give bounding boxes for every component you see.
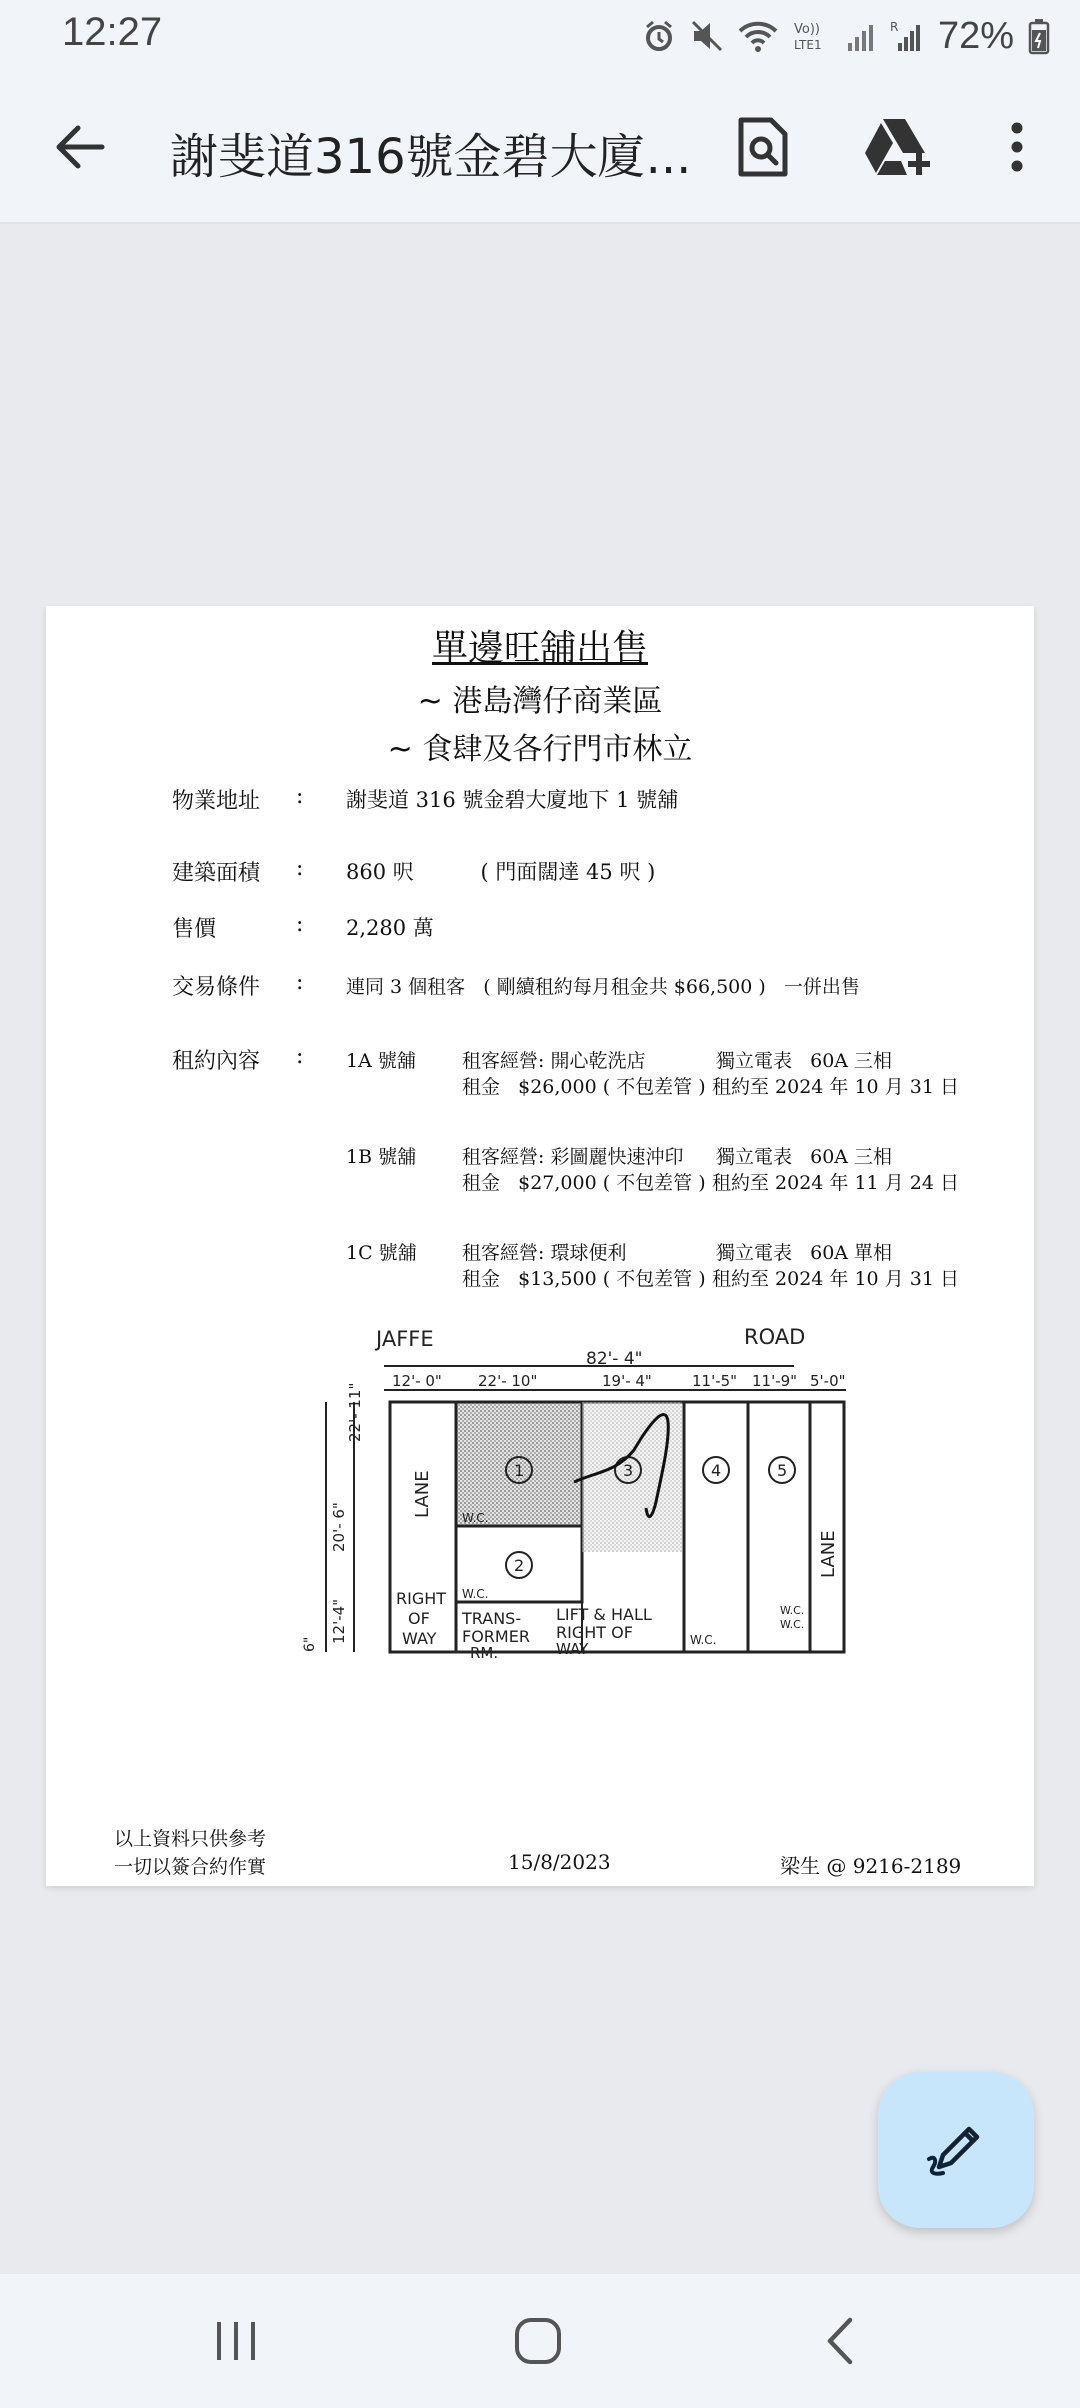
height-label: 12'-4" (330, 1598, 348, 1644)
width-label: 12'- 0" (392, 1372, 442, 1390)
battery-percent: 72% (937, 14, 1014, 57)
row-label-terms: 交易條件 (172, 975, 261, 1000)
lease-rent: 租金 $13,500 ( 不包差管 ) (462, 1268, 706, 1290)
lease-expiry: 租約至 2024 年 10 月 31 日 (712, 1076, 959, 1098)
lease-expiry: 租約至 2024 年 10 月 31 日 (712, 1268, 959, 1290)
status-icons (642, 12, 1050, 60)
footer-contact: 梁生 @ 9216-2189 (780, 1854, 962, 1878)
svg-text:R: R (889, 20, 899, 34)
status-time: 12:27 (62, 10, 163, 54)
svg-text:Vo)): Vo)) (793, 22, 820, 37)
height-label: 22'- 11" (346, 1382, 364, 1442)
lease-expiry: 租約至 2024 年 11 月 24 日 (712, 1172, 959, 1194)
wc-label: W.C. (780, 1618, 805, 1631)
lease-tenant: 租客經營: 彩圖麗快速沖印 (462, 1146, 684, 1168)
lane-label: LANE (412, 1470, 433, 1518)
lease-shop: 1B 號舖 (346, 1146, 417, 1168)
height-label: 6" (302, 1636, 318, 1652)
lift-hall-label: WAY (556, 1640, 589, 1658)
system-nav-bar (0, 2274, 1080, 2408)
transformer-label: FORMER (462, 1627, 530, 1646)
width-label: 5'-0" (810, 1372, 846, 1390)
lease-shop: 1A 號舖 (346, 1050, 416, 1072)
lease-tenant: 租客經營: 開心乾洗店 (462, 1050, 646, 1072)
row-colon: : (296, 912, 304, 937)
back-nav-button[interactable] (780, 2294, 900, 2388)
recent-apps-icon (213, 2318, 259, 2364)
row-value-address: 謝斐道 316 號金碧大廈地下 1 號舖 (346, 788, 679, 812)
back-arrow-icon (52, 120, 106, 174)
footer-date: 15/8/2023 (508, 1850, 611, 1874)
floor-plan (256, 1322, 866, 1662)
mute-icon (690, 19, 724, 53)
lane-label: LANE (818, 1530, 839, 1578)
row-label-area: 建築面積 (172, 861, 261, 886)
back-chevron-icon (820, 2316, 860, 2366)
total-width-label: 82'- 4" (586, 1349, 643, 1369)
road-label-left: JAFFE (376, 1327, 434, 1351)
lift-hall-label: LIFT & HALL (556, 1605, 652, 1624)
lease-rent: 租金 $26,000 ( 不包差管 ) (462, 1076, 706, 1098)
more-vertical-icon (1010, 121, 1024, 173)
footer-note-2: 一切以簽合約作實 (114, 1856, 267, 1878)
signal-icon (846, 19, 876, 53)
document-title: 單邊旺舖出售 (431, 628, 648, 669)
wc-label: W.C. (462, 1511, 489, 1525)
status-bar (0, 0, 1080, 72)
transformer-label: TRANS- (462, 1609, 522, 1628)
row-value-price: 2,280 萬 (346, 916, 434, 940)
unit-number: 2 (514, 1556, 525, 1575)
home-icon (513, 2316, 563, 2366)
pen-edit-icon (925, 2119, 987, 2181)
row-value-area: 860 呎 ( 門面闊達 45 呎 ) (346, 860, 656, 884)
right-of-way-label: OF (408, 1609, 430, 1628)
drive-add-icon (863, 117, 933, 177)
more-options-button[interactable] (974, 104, 1060, 190)
recent-apps-button[interactable] (176, 2294, 296, 2388)
road-label-right: ROAD (744, 1325, 806, 1349)
lease-tenant: 租客經營: 環球便利 (462, 1242, 627, 1264)
right-of-way-label: RIGHT (396, 1589, 447, 1608)
app-bar (0, 72, 1080, 224)
wc-label: W.C. (462, 1587, 489, 1601)
row-label-address: 物業地址 (172, 789, 261, 814)
wc-label: W.C. (780, 1604, 805, 1617)
lease-rent: 租金 $27,000 ( 不包差管 ) (462, 1172, 706, 1194)
lease-shop: 1C 號舖 (346, 1242, 417, 1264)
transformer-label: RM. (470, 1644, 499, 1662)
unit-number: 3 (623, 1461, 634, 1480)
row-label-lease: 租約內容 (172, 1049, 261, 1074)
annotate-button[interactable] (878, 2072, 1034, 2228)
row-colon: : (296, 970, 304, 995)
row-colon: : (296, 856, 304, 881)
unit-number: 5 (777, 1461, 788, 1480)
svg-text:LTE1: LTE1 (793, 38, 822, 52)
document-page (46, 606, 1034, 1886)
row-colon: : (296, 784, 304, 809)
row-colon: : (296, 1044, 304, 1069)
wifi-icon (738, 19, 778, 53)
width-label: 22'- 10" (478, 1372, 538, 1390)
signal-roaming-icon (890, 19, 924, 53)
lease-meter: 獨立電表 60A 單相 (716, 1242, 893, 1264)
unit-number: 1 (514, 1461, 525, 1480)
battery-icon (1028, 18, 1050, 54)
width-label: 11'-5" (692, 1372, 738, 1390)
page-title: 謝斐道316號金碧大廈... (170, 129, 692, 185)
back-button[interactable] (36, 104, 122, 190)
home-button[interactable] (478, 2294, 598, 2388)
document-subtitle-1: ~ 港島灣仔商業區 (417, 684, 663, 719)
search-document-icon (735, 116, 791, 178)
wc-label: W.C. (690, 1633, 717, 1647)
width-label: 11'-9" (752, 1372, 798, 1390)
width-label: 19'- 4" (602, 1372, 652, 1390)
find-in-document-button[interactable] (720, 104, 806, 190)
row-label-price: 售價 (172, 917, 217, 942)
add-to-drive-button[interactable] (855, 104, 941, 190)
volte-icon (792, 19, 832, 53)
document-subtitle-2: ~ 食肆及各行門市林立 (387, 732, 693, 767)
lease-meter: 獨立電表 60A 三相 (716, 1146, 893, 1168)
height-label: 20'- 6" (330, 1502, 348, 1552)
row-value-terms: 連同 3 個租客 ( 剛續租約每月租金共 $66,500 ) 一併出售 (346, 976, 860, 998)
footer-note-1: 以上資料只供參考 (114, 1828, 267, 1850)
unit-number: 4 (711, 1461, 722, 1480)
right-of-way-label: WAY (402, 1629, 437, 1648)
lease-meter: 獨立電表 60A 三相 (716, 1050, 893, 1072)
alarm-icon (642, 19, 676, 53)
lift-hall-label: RIGHT OF (556, 1623, 633, 1642)
